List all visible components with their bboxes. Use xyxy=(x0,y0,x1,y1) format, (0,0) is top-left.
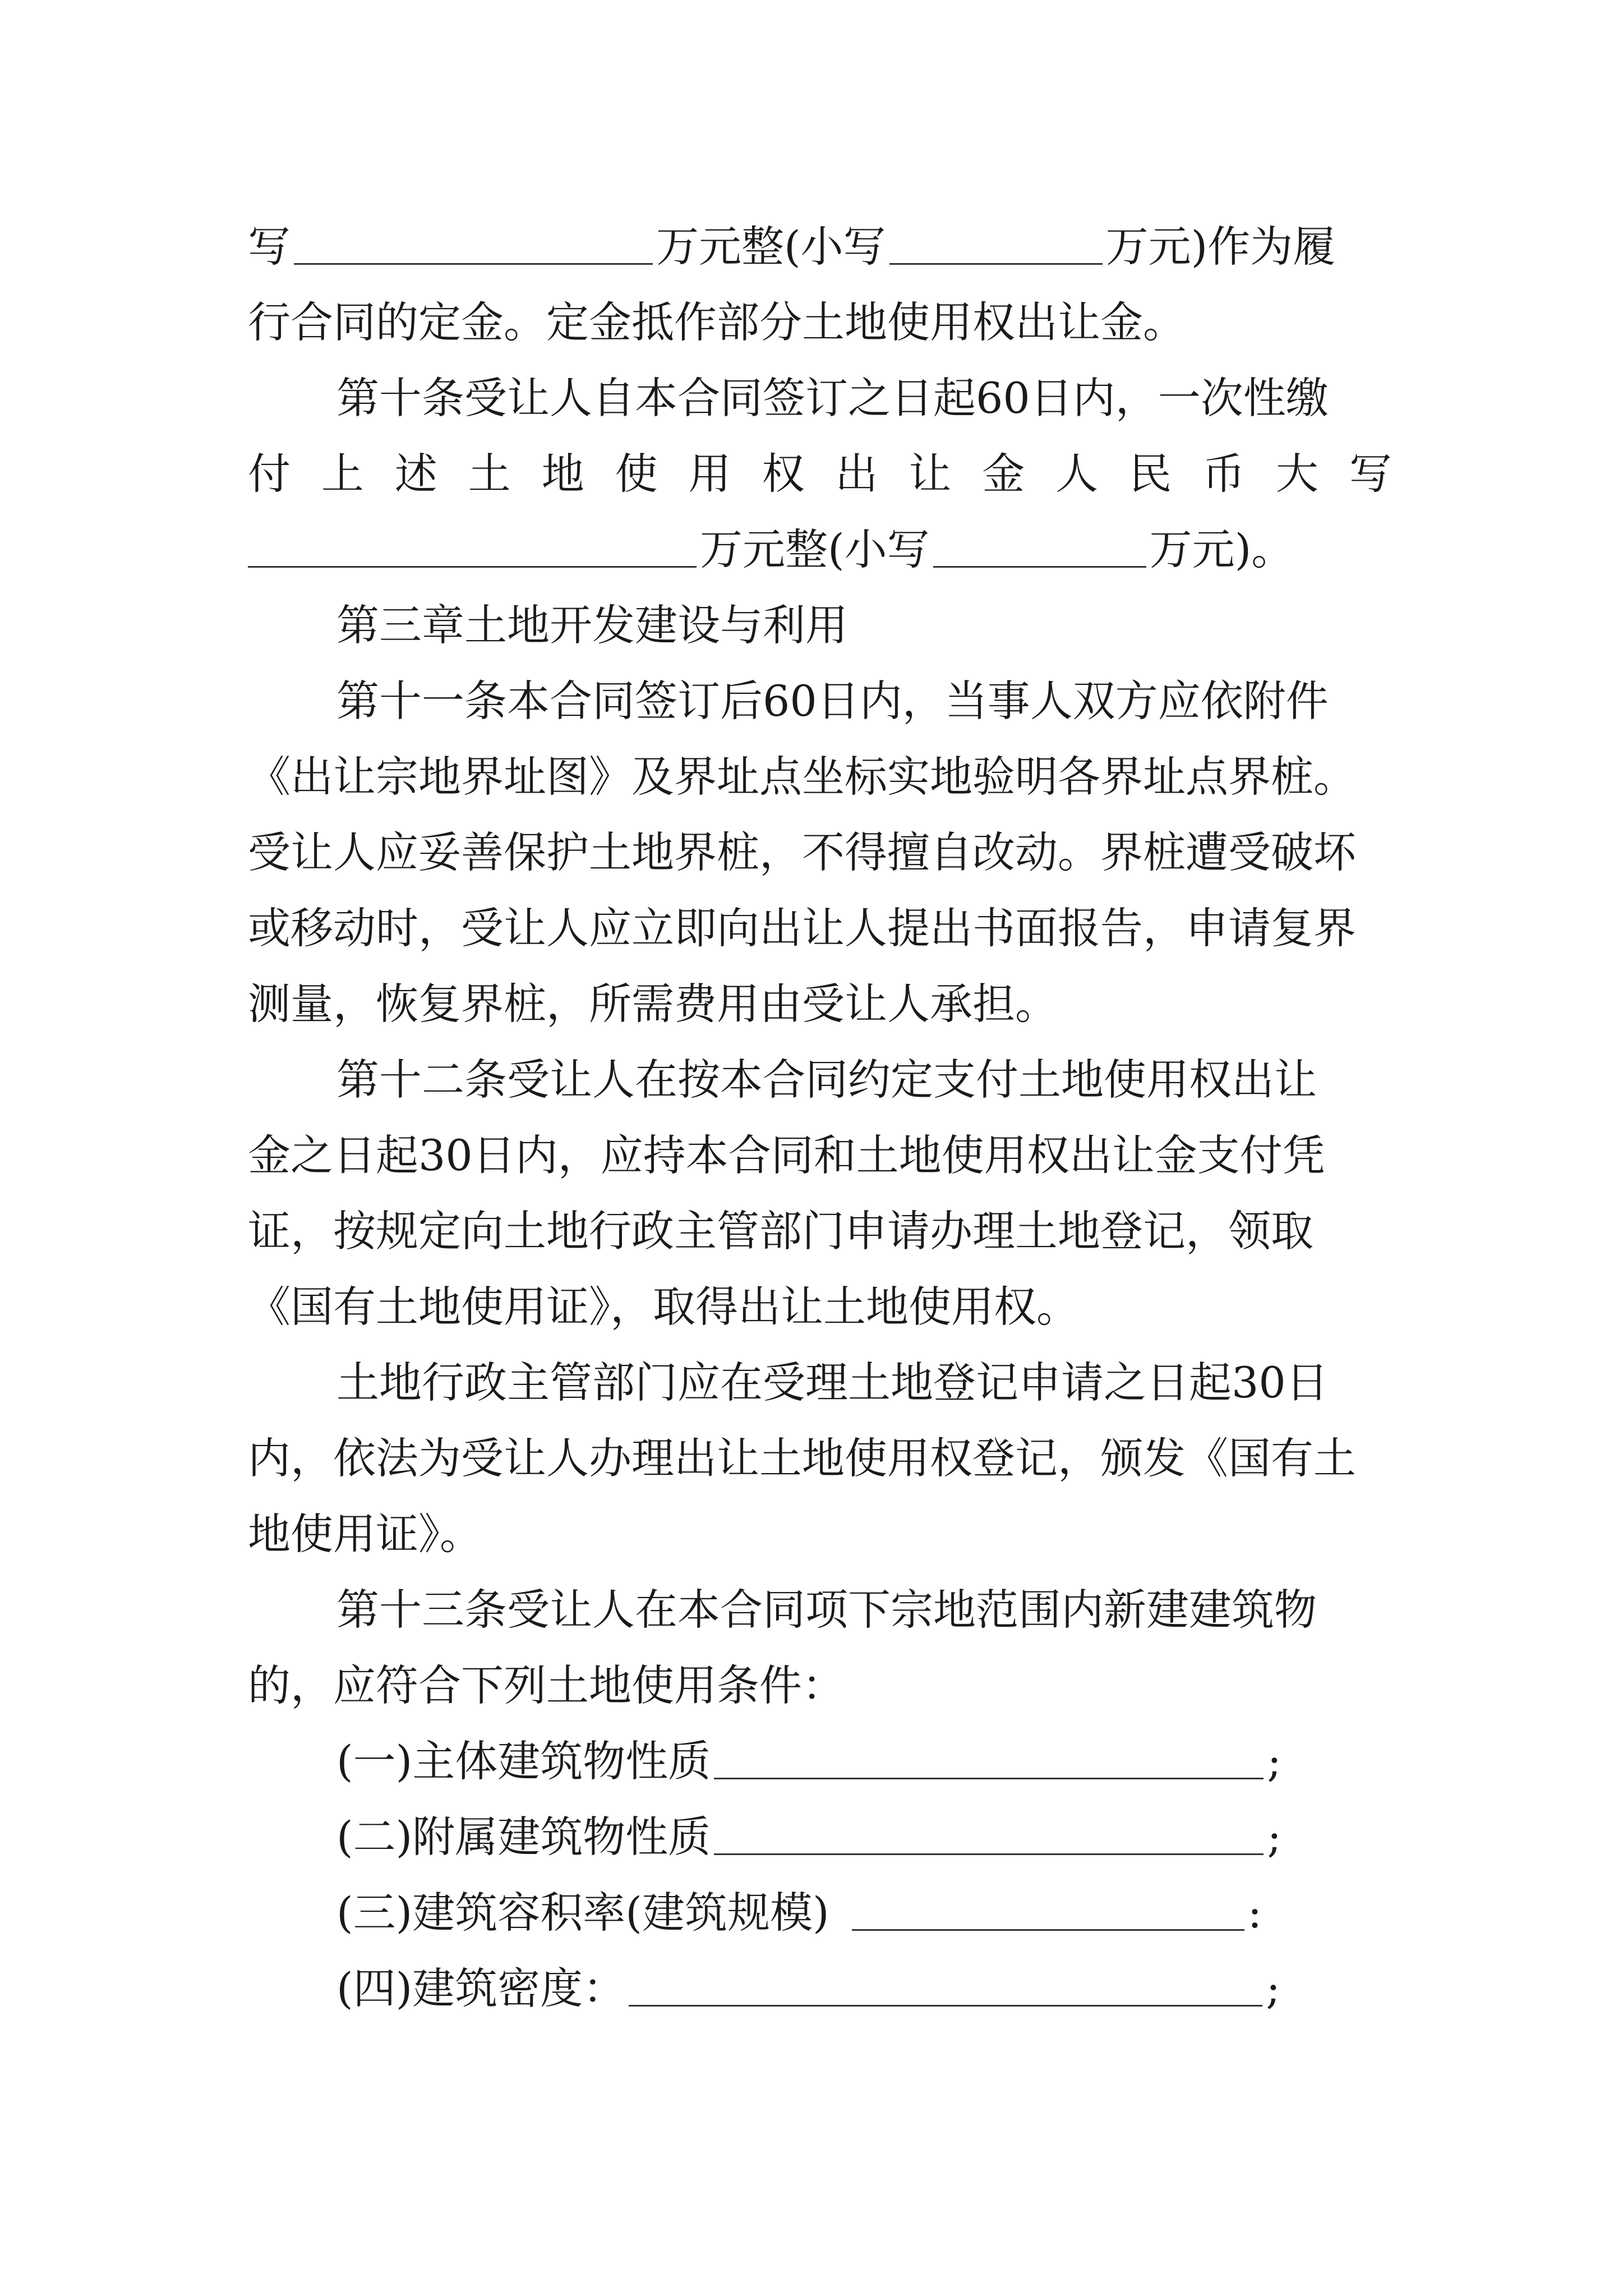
paragraph-text: 证，按规定向土地行政主管部门申请办理土地登记，领取 xyxy=(248,1206,1313,1256)
line-11 xyxy=(248,976,1392,1032)
line-13 xyxy=(248,1128,1392,1184)
text-wanyuan-end: 万元)。 xyxy=(1149,524,1294,574)
blank-payment-lowercase xyxy=(933,526,1146,568)
paragraph-text: 内，依法为受让人办理出让土地使用权登记，颁发《国有土 xyxy=(248,1433,1356,1483)
char: 地 xyxy=(541,449,584,499)
line-8 xyxy=(248,749,1392,805)
text-wanyuan-xiaoxie: 万元整(小写 xyxy=(656,222,886,272)
blank-building-density xyxy=(629,1964,1262,2007)
char: 民 xyxy=(1129,449,1172,499)
char: 写 xyxy=(1349,449,1392,499)
condition-label: (一)主体建筑物性质 xyxy=(336,1736,711,1786)
blank-deposit-uppercase xyxy=(294,223,653,265)
condition-item-3 xyxy=(336,1885,1392,1941)
char: 土 xyxy=(468,449,511,499)
blank-floor-area-ratio xyxy=(852,1889,1244,1931)
paragraph-text: 地使用证》。 xyxy=(248,1509,482,1559)
paragraph-text: 受让人应妥善保护土地界桩，不得擅自改动。界桩遭受破坏 xyxy=(248,827,1356,877)
punctuation: ; xyxy=(1266,1963,1280,2013)
paragraph-text: 《国有土地使用证》，取得出让土地使用权。 xyxy=(248,1282,1079,1332)
paragraph-text: 的，应符合下列土地使用条件： xyxy=(248,1660,845,1710)
condition-item-2 xyxy=(336,1809,1392,1865)
line-20 xyxy=(248,1658,1392,1714)
blank-main-building-nature xyxy=(714,1737,1264,1779)
line-5 xyxy=(248,522,1392,578)
line-14 xyxy=(248,1203,1392,1259)
line-19 xyxy=(336,1582,1392,1638)
punctuation: : xyxy=(1247,1888,1262,1938)
paragraph-text: 土地行政主管部门应在受理土地登记申请之日起30日 xyxy=(336,1358,1329,1407)
line-16 xyxy=(336,1355,1392,1411)
condition-label: (二)附属建筑物性质 xyxy=(336,1812,711,1862)
line-4-spaced xyxy=(248,446,1392,502)
line-15 xyxy=(248,1279,1392,1335)
line-6 xyxy=(336,597,1392,654)
text-wanyuan-xiaoxie: 万元整(小写 xyxy=(700,524,930,574)
line-9 xyxy=(248,825,1392,881)
blank-deposit-lowercase xyxy=(889,223,1103,265)
punctuation: ; xyxy=(1267,1736,1281,1786)
char: 用 xyxy=(688,449,731,499)
char: 使 xyxy=(615,449,658,499)
paragraph-text: 金之日起30日内，应持本合同和土地使用权出让金支付凭 xyxy=(248,1130,1325,1180)
article-12-heading: 第十二条受让人在按本合同约定支付土地使用权出让 xyxy=(336,1055,1317,1105)
blank-payment-uppercase xyxy=(248,526,697,568)
text-wanyuan-lvxing: 万元)作为履 xyxy=(1105,222,1336,272)
line-10 xyxy=(248,900,1392,956)
punctuation: ; xyxy=(1267,1812,1281,1862)
line-2 xyxy=(248,295,1392,351)
line-1 xyxy=(248,219,1392,275)
condition-label: (三)建筑容积率(建筑规模) xyxy=(336,1888,829,1938)
condition-label: (四)建筑密度： xyxy=(336,1963,626,2013)
char: 大 xyxy=(1275,449,1318,499)
line-12 xyxy=(336,1052,1392,1108)
paragraph-text: 测量，恢复界桩，所需费用由受让人承担。 xyxy=(248,979,1058,1029)
char: 币 xyxy=(1202,449,1245,499)
blank-auxiliary-building-nature xyxy=(714,1813,1264,1855)
line-3 xyxy=(336,370,1392,426)
line-17 xyxy=(248,1430,1392,1487)
condition-item-1 xyxy=(336,1733,1392,1789)
paragraph-text: 《出让宗地界址图》及界址点坐标实地验明各界址点界桩。 xyxy=(248,752,1356,802)
char: 付 xyxy=(248,449,291,499)
char: 权 xyxy=(762,449,805,499)
article-10-heading: 第十条受让人自本合同签订之日起60日内，一次性缴 xyxy=(336,373,1329,423)
line-7 xyxy=(336,673,1392,729)
char: 让 xyxy=(909,449,952,499)
char: 述 xyxy=(394,449,437,499)
char: 上 xyxy=(321,449,364,499)
paragraph-text: 或移动时，受让人应立即向出让人提出书面报告，申请复界 xyxy=(248,903,1356,953)
paragraph-text: 行合同的定金。定金抵作部分土地使用权出让金。 xyxy=(248,297,1186,347)
condition-item-4 xyxy=(336,1961,1392,2017)
article-11-heading: 第十一条本合同签订后60日内，当事人双方应依附件 xyxy=(336,676,1329,726)
text-xie: 写 xyxy=(248,222,291,272)
line-18 xyxy=(248,1506,1392,1562)
char: 金 xyxy=(982,449,1025,499)
article-13-heading: 第十三条受让人在本合同项下宗地范围内新建建筑物 xyxy=(336,1585,1317,1635)
char: 出 xyxy=(835,449,878,499)
chapter-3-heading: 第三章土地开发建设与利用 xyxy=(336,600,848,650)
char: 人 xyxy=(1055,449,1099,499)
